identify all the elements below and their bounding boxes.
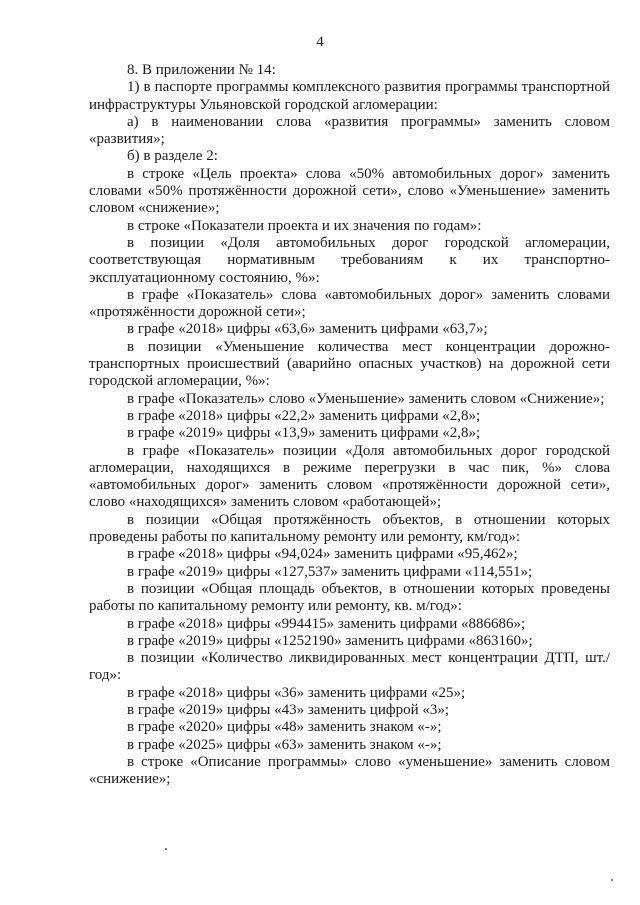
- document-body: [89, 62, 610, 788]
- scan-speck: [611, 879, 613, 881]
- paragraph: 8. В приложении № 14:: [127, 62, 276, 78]
- paragraph: в графе «Показатель» позиции «Доля автомобильных дорог городской агломерации, находящихся в режиме перегрузки в час пик, %» слова «автомобильных дорог» заменить словом «протяжённости дорожной сети», слово «находящихся» заменить словом «работающей»;: [89, 442, 610, 511]
- paragraph: в графе «2019» цифры «127,537» заменить цифрами «114,551»;: [127, 563, 533, 580]
- paragraph: в графе «2018» цифры «22,2» заменить цифрами «2,8»;: [127, 407, 481, 424]
- paragraph: в позиции «Количество ликвидированных мест концентрации ДТП, шт./год»:: [89, 650, 610, 684]
- paragraph: в графе «2019» цифры «43» заменить цифрой «3»;: [127, 701, 450, 718]
- paragraph: в графе «2018» цифры «36» заменить цифрами «25»;: [127, 684, 466, 701]
- paragraph: в графе «Показатель» слова «автомобильных дорог» заменить словами «протяжённости дорожной сети»;: [89, 286, 610, 321]
- scan-speck: [165, 848, 167, 850]
- paragraph: в строке «Описание программы» слово «уменьшение» заменить словом «снижение»;: [89, 753, 610, 788]
- paragraph: в графе «2018» цифры «63,6» заменить цифрами «63,7»;: [127, 321, 488, 338]
- paragraph: в графе «2018» цифры «994415» заменить цифрами «886686»;: [127, 615, 526, 632]
- paragraph: в позиции «Доля автомобильных дорог городской агломерации, соответствующая нормативным требованиям к их транспортно-эксплуатационному состоянию, %»:: [89, 234, 610, 286]
- paragraph: в строке «Показатели проекта и их значения по годам»:: [127, 217, 482, 234]
- paragraph: б) в разделе 2:: [127, 148, 218, 165]
- paragraph: в позиции «Общая протяжённость объектов, в отношении которых проведены работы по капитальному ремонту или ремонту, км/год»:: [89, 511, 610, 546]
- paragraph: в позиции «Общая площадь объектов, в отношении которых проведены работы по капитальному ремонту или ремонту, кв. м/год»:: [89, 580, 610, 615]
- paragraph: в графе «Показатель» слово «Уменьшение» заменить словом «Снижение»;: [127, 390, 605, 407]
- page-number: 4: [316, 34, 324, 50]
- paragraph: в графе «2019» цифры «13,9» заменить цифрами «2,8»;: [127, 425, 481, 442]
- paragraph: в позиции «Уменьшение количества мест концентрации дорожно-транспортных происшествий (аварийно опасных участков) на дорожной сети городской агломерации, %»:: [89, 338, 610, 390]
- paragraph: в строке «Цель проекта» слова «50% автомобильных дорог» заменить словами «50% протяжённости дорожной сети», слово «Уменьшение» заменить словом «снижение»;: [89, 165, 610, 217]
- paragraph: в графе «2018» цифры «94,024» заменить цифрами «95,462»;: [127, 546, 518, 563]
- paragraph: в графе «2019» цифры «1252190» заменить цифрами «863160»;: [127, 632, 533, 649]
- paragraph: 1) в паспорте программы комплексного развития программы транспортной инфраструктуры Ульяновской городской агломерации:: [89, 79, 610, 113]
- paragraph: в графе «2020» цифры «48» заменить знаком «-»;: [127, 719, 442, 736]
- paragraph: а) в наименовании слова «развития программы» заменить словом «развития»;: [89, 113, 610, 148]
- paragraph: в графе «2025» цифры «63» заменить знаком «-»;: [127, 736, 442, 753]
